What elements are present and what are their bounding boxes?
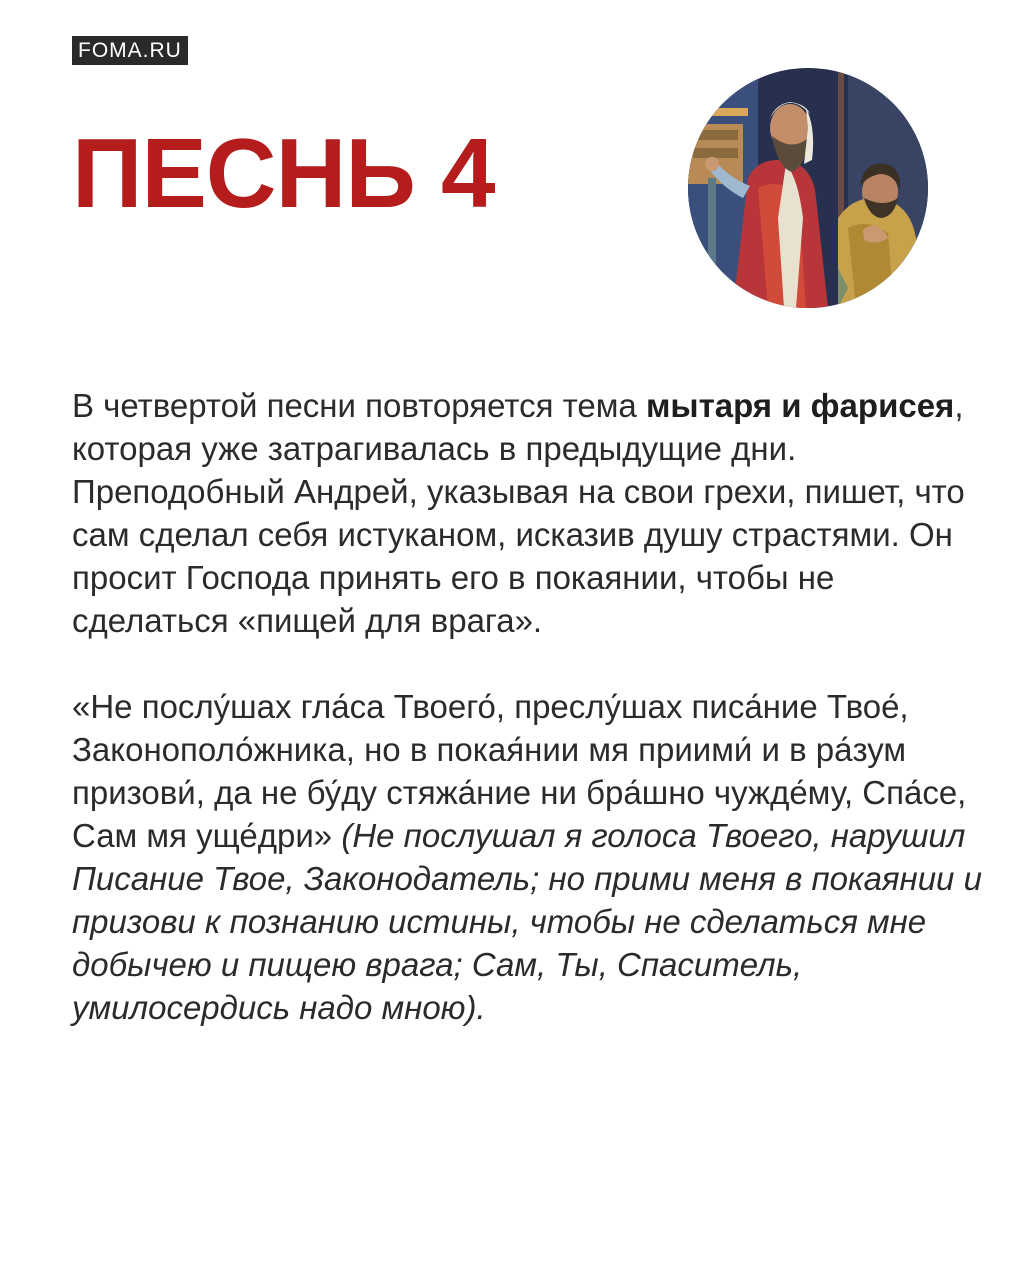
quote-paragraph [72,685,984,1029]
intro-text-before: В четвертой песни повторяется тема [72,387,646,424]
quote-translation: (Не послушал я голоса Твоего, нарушил Писание Твое, Законодатель; но прими меня в покаянии и призови к познанию истины, чтобы не сделаться мне добычею и пищею врага; Сам, Ты, Спаситель, умилосердись надо мною). [72,817,982,1026]
page-title: ПЕСНЬ 4 [72,118,495,228]
site-logo[interactable]: FOMA.RU [72,36,188,65]
quote-slavonic: «Не послу́шах гла́са Твоего́, преслу́шах писа́ние Твое́, Законополо́жника, но в покая́нии мя приими́ и в ра́зум призови́, да не бу́ду стяжа́ние ни бра́шно чужде́му, Спа́се, Сам мя уще́дри» [72,688,967,854]
intro-text-after: , которая уже затрагивалась в предыдущие дни. Преподобный Андрей, указывая на свои грехи, пишет, что сам сделал себя истуканом, исказив душу страстями. Он просит Господа принять его в покаянии, чтобы не сделаться «пищей для врага». [72,387,965,639]
intro-highlight: мытаря и фарисея [645,387,955,424]
article-body [72,384,984,1029]
icon-publican-and-pharisee [688,68,928,308]
intro-paragraph [72,384,984,642]
